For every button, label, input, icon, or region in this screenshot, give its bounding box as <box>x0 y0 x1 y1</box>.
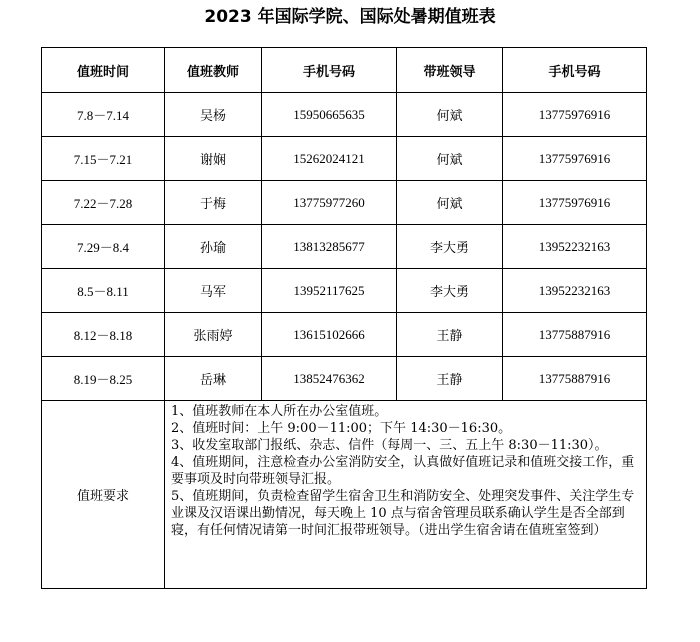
table-row <box>42 181 647 225</box>
leader-cell: 李大勇 <box>397 269 503 313</box>
leader-phone-cell: 13952232163 <box>503 225 647 269</box>
table-row <box>42 137 647 181</box>
requirement-item: 1、值班教师在本人所在办公室值班。 <box>171 404 388 419</box>
requirement-item: 4、值班期间，注意检查办公室消防安全，认真做好值班记录和值班交接工作，重要事项及时向带班领导汇报。 <box>171 455 635 487</box>
teacher-phone-cell: 13615102666 <box>262 313 397 357</box>
header-teacher-phone: 手机号码 <box>262 48 397 93</box>
leader-cell: 何斌 <box>397 181 503 225</box>
table-row <box>42 269 647 313</box>
teacher-phone-cell: 13852476362 <box>262 357 397 401</box>
teacher-cell: 吴杨 <box>165 93 262 137</box>
leader-cell: 王静 <box>397 357 503 401</box>
teacher-phone-cell: 15262024121 <box>262 137 397 181</box>
requirements-label: 值班要求 <box>42 401 165 589</box>
document-title: 2023 年国际学院、国际处暑期值班表 <box>204 7 496 27</box>
requirements-row <box>42 401 647 589</box>
period-cell: 7.8－7.14 <box>42 93 165 137</box>
teacher-cell: 张雨婷 <box>165 313 262 357</box>
period-cell: 7.22－7.28 <box>42 181 165 225</box>
teacher-phone-cell: 15950665635 <box>262 93 397 137</box>
period-cell: 7.29－8.4 <box>42 225 165 269</box>
table-header-row <box>42 48 647 93</box>
header-duty-teacher: 值班教师 <box>165 48 262 93</box>
table-row <box>42 313 647 357</box>
requirements-notes <box>165 401 647 589</box>
teacher-cell: 岳琳 <box>165 357 262 401</box>
period-cell: 8.5－8.11 <box>42 269 165 313</box>
header-leader: 带班领导 <box>397 48 503 93</box>
leader-cell: 李大勇 <box>397 225 503 269</box>
period-cell: 7.15－7.21 <box>42 137 165 181</box>
teacher-phone-cell: 13813285677 <box>262 225 397 269</box>
leader-cell: 王静 <box>397 313 503 357</box>
header-leader-phone: 手机号码 <box>503 48 647 93</box>
leader-phone-cell: 13952232163 <box>503 269 647 313</box>
header-duty-period: 值班时间 <box>42 48 165 93</box>
duty-schedule-table <box>41 47 647 589</box>
teacher-phone-cell: 13775977260 <box>262 181 397 225</box>
teacher-cell: 马军 <box>165 269 262 313</box>
leader-phone-cell: 13775887916 <box>503 313 647 357</box>
table-row <box>42 357 647 401</box>
requirement-item: 3、收发室取部门报纸、杂志、信件（每周一、三、五上午 8:30－11:30）。 <box>171 438 608 453</box>
table-row <box>42 225 647 269</box>
leader-phone-cell: 13775887916 <box>503 357 647 401</box>
leader-phone-cell: 13775976916 <box>503 181 647 225</box>
requirement-item: 2、值班时间：上午 9:00－11:00；下午 14:30－16:30。 <box>171 421 512 436</box>
teacher-cell: 于梅 <box>165 181 262 225</box>
teacher-cell: 孙瑜 <box>165 225 262 269</box>
leader-phone-cell: 13775976916 <box>503 93 647 137</box>
table-row <box>42 93 647 137</box>
leader-phone-cell: 13775976916 <box>503 137 647 181</box>
period-cell: 8.12－8.18 <box>42 313 165 357</box>
leader-cell: 何斌 <box>397 93 503 137</box>
teacher-phone-cell: 13952117625 <box>262 269 397 313</box>
period-cell: 8.19－8.25 <box>42 357 165 401</box>
leader-cell: 何斌 <box>397 137 503 181</box>
teacher-cell: 谢娴 <box>165 137 262 181</box>
requirement-item: 5、值班期间，负责检查留学生宿舍卫生和消防安全、处理突发事件、关注学生专业课及汉语课出勤情况，每天晚上 10 点与宿舍管理员联系确认学生是否全部到寝，有任何情况请第一时间汇报带班领导。（进出学生宿舍请在值班室签到） <box>171 489 635 538</box>
